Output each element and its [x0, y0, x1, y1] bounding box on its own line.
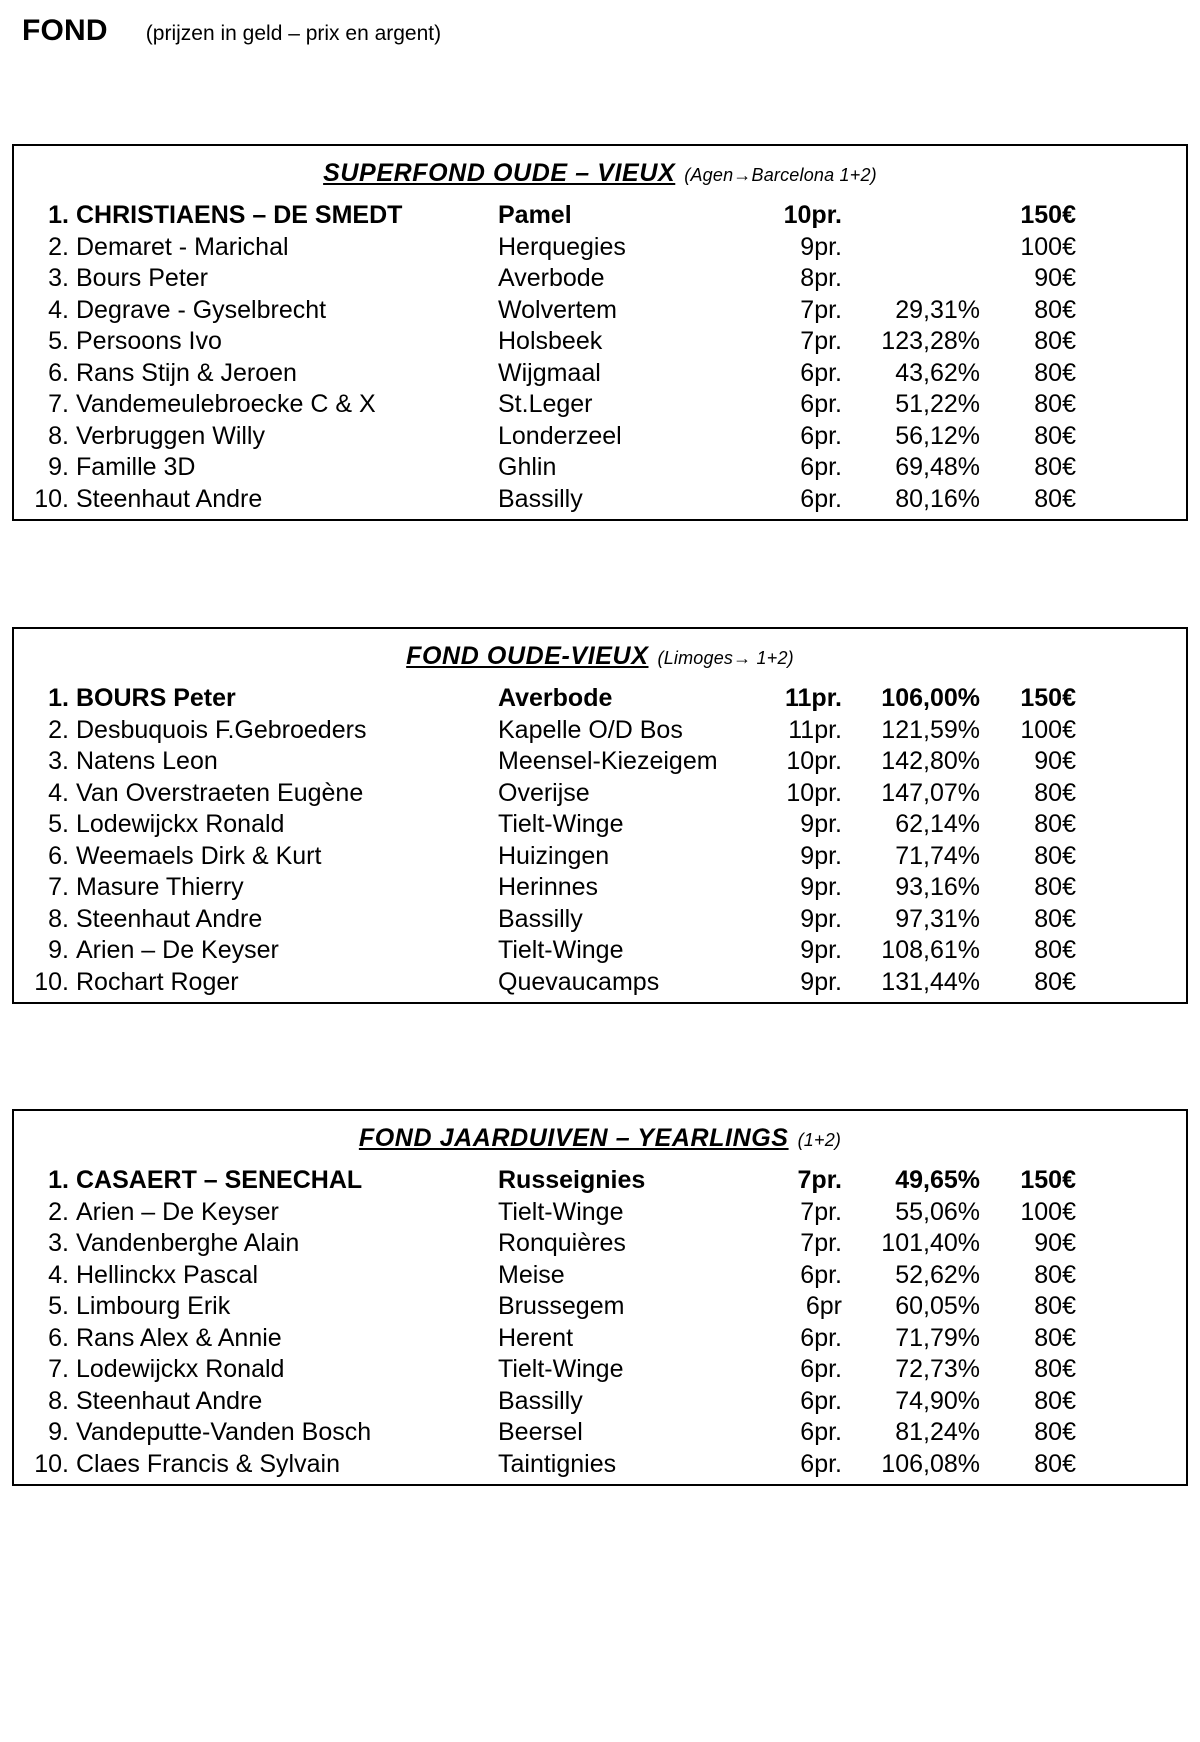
rank-cell: 5.	[48, 1292, 69, 1320]
club-cell: Bassilly	[498, 904, 583, 933]
rank-cell: 9.	[48, 1418, 69, 1446]
coefficient-cell: 108,61%	[881, 936, 980, 964]
prizes-cell: 6pr.	[800, 421, 842, 450]
ranking-list	[14, 683, 1186, 998]
prize-money-cell: 80€	[1034, 810, 1076, 838]
prizes-cell: 8pr.	[800, 264, 842, 292]
rank-cell: 8.	[48, 421, 69, 450]
section-header	[14, 152, 1186, 200]
fancier-name-cell: Masure Thierry	[76, 873, 244, 901]
table-row	[32, 1197, 1176, 1229]
prize-money-cell: 80€	[1034, 1386, 1076, 1415]
table-row	[32, 326, 1176, 358]
prize-money-cell: 80€	[1034, 295, 1076, 324]
prize-money-cell: 100€	[1020, 232, 1076, 261]
prize-money-cell: 80€	[1034, 327, 1076, 355]
prize-money-cell: 80€	[1034, 453, 1076, 481]
prizes-cell: 6pr.	[800, 1260, 842, 1289]
rank-cell: 10.	[34, 967, 69, 996]
club-cell: Quevaucamps	[498, 967, 660, 996]
prizes-cell: 9pr.	[800, 967, 842, 996]
rank-cell: 7.	[48, 873, 69, 901]
table-row	[32, 421, 1176, 453]
club-cell: Huizingen	[498, 841, 610, 870]
table-row	[32, 1449, 1176, 1481]
fancier-name-cell: BOURS Peter	[76, 684, 236, 712]
prizes-cell: 11pr.	[785, 684, 842, 712]
club-cell: Kapelle O/D Bos	[498, 715, 683, 744]
section-race-note: (Agen→Barcelona 1+2)	[684, 165, 877, 185]
table-row	[32, 452, 1176, 484]
coefficient-cell: 72,73%	[895, 1355, 980, 1383]
rank-cell: 4.	[48, 778, 69, 807]
table-row	[32, 484, 1176, 516]
fancier-name-cell: Natens Leon	[76, 747, 218, 775]
fancier-name-cell: Vandemeulebroecke C & X	[76, 390, 376, 418]
rank-cell: 1.	[48, 684, 69, 712]
club-cell: Herquegies	[498, 232, 626, 261]
prize-money-cell: 80€	[1034, 967, 1076, 996]
table-row	[32, 1260, 1176, 1292]
club-cell: Ronquières	[498, 1229, 626, 1257]
fancier-name-cell: Vandenberghe Alain	[76, 1229, 300, 1257]
prize-money-cell: 150€	[1020, 1166, 1076, 1194]
table-row	[32, 295, 1176, 327]
section-title: FOND OUDE-VIEUX	[406, 642, 649, 670]
prize-money-cell: 80€	[1034, 841, 1076, 870]
club-cell: Londerzeel	[498, 421, 622, 450]
coefficient-cell: 71,79%	[895, 1323, 980, 1352]
rank-cell: 3.	[48, 747, 69, 775]
rank-cell: 8.	[48, 1386, 69, 1415]
prizes-cell: 9pr.	[800, 904, 842, 933]
rank-cell: 2.	[48, 715, 69, 744]
rank-cell: 10.	[34, 484, 69, 513]
coefficient-cell: 123,28%	[881, 327, 980, 355]
prize-money-cell: 90€	[1034, 747, 1076, 775]
prizes-cell: 11pr.	[788, 715, 842, 744]
prize-money-cell: 80€	[1034, 1418, 1076, 1446]
rank-cell: 4.	[48, 295, 69, 324]
prizes-cell: 9pr.	[800, 810, 842, 838]
prizes-cell: 6pr.	[800, 1323, 842, 1352]
club-cell: Brussegem	[498, 1292, 625, 1320]
prize-money-cell: 100€	[1020, 1197, 1076, 1226]
coefficient-cell: 101,40%	[881, 1229, 980, 1257]
coefficient-cell: 71,74%	[895, 841, 980, 870]
fancier-name-cell: Demaret - Marichal	[76, 232, 289, 261]
club-cell: Herinnes	[498, 873, 599, 901]
fancier-name-cell: Vandeputte-Vanden Bosch	[76, 1418, 372, 1446]
table-row	[32, 263, 1176, 295]
coefficient-cell: 29,31%	[895, 295, 980, 324]
coefficient-cell: 69,48%	[895, 453, 980, 481]
section-header	[14, 635, 1186, 683]
rank-cell: 4.	[48, 1260, 69, 1289]
section-race-note: (Limoges→ 1+2)	[657, 648, 794, 668]
coefficient-cell: 51,22%	[895, 390, 980, 418]
club-cell: Meise	[498, 1260, 565, 1289]
coefficient-cell: 93,16%	[895, 873, 980, 901]
club-cell: Tielt-Winge	[498, 810, 624, 838]
coefficient-cell: 81,24%	[895, 1418, 980, 1446]
table-row	[32, 1165, 1176, 1197]
fancier-name-cell: Rans Alex & Annie	[76, 1323, 282, 1352]
section-title: FOND JAARDUIVEN – YEARLINGS	[358, 1124, 789, 1152]
coefficient-cell: 121,59%	[881, 715, 980, 744]
fancier-name-cell: Steenhaut Andre	[76, 904, 263, 933]
prize-money-cell: 80€	[1034, 1260, 1076, 1289]
coefficient-cell: 131,44%	[881, 967, 980, 996]
rank-cell: 9.	[48, 936, 69, 964]
club-cell: Holsbeek	[498, 327, 603, 355]
fancier-name-cell: Steenhaut Andre	[76, 1386, 263, 1415]
club-cell: Meensel-Kiezeigem	[498, 747, 718, 775]
rank-cell: 2.	[48, 232, 69, 261]
club-cell: Bassilly	[498, 1386, 583, 1415]
fancier-name-cell: Arien – De Keyser	[76, 1197, 279, 1226]
fancier-name-cell: Weemaels Dirk & Kurt	[76, 841, 322, 870]
prizes-cell: 10pr.	[786, 747, 842, 775]
coefficient-cell: 62,14%	[895, 810, 980, 838]
club-cell: Wijgmaal	[498, 358, 601, 387]
coefficient-cell: 142,80%	[881, 747, 980, 775]
rank-cell: 7.	[48, 1355, 69, 1383]
prizes-cell: 6pr.	[800, 390, 842, 418]
rank-cell: 8.	[48, 904, 69, 933]
rank-cell: 5.	[48, 810, 69, 838]
results-section-fond-jaarduiven-yearlings	[12, 1109, 1188, 1486]
rank-cell: 2.	[48, 1197, 69, 1226]
prize-money-cell: 80€	[1034, 936, 1076, 964]
prizes-cell: 9pr.	[800, 873, 842, 901]
prizes-cell: 6pr.	[800, 453, 842, 481]
table-row	[32, 358, 1176, 390]
table-row	[32, 389, 1176, 421]
table-row	[32, 1228, 1176, 1260]
fancier-name-cell: Hellinckx Pascal	[76, 1260, 259, 1289]
fancier-name-cell: Lodewijckx Ronald	[76, 1355, 285, 1383]
coefficient-cell: 56,12%	[895, 421, 980, 450]
prize-money-cell: 80€	[1034, 778, 1076, 807]
rank-cell: 1.	[48, 1166, 69, 1194]
fancier-name-cell: Rochart Roger	[76, 967, 239, 996]
coefficient-cell: 147,07%	[881, 778, 980, 807]
page-header	[0, 0, 1200, 48]
prizes-cell: 6pr.	[800, 1449, 842, 1478]
fancier-name-cell: Van Overstraeten Eugène	[76, 778, 364, 807]
fancier-name-cell: Persoons Ivo	[76, 327, 222, 355]
prizes-cell: 6pr.	[800, 484, 842, 513]
prize-money-cell: 80€	[1034, 1323, 1076, 1352]
prize-money-cell: 80€	[1034, 390, 1076, 418]
table-row	[32, 904, 1176, 936]
rank-cell: 6.	[48, 841, 69, 870]
club-cell: Taintignies	[498, 1449, 617, 1478]
rank-cell: 9.	[48, 453, 69, 481]
prize-money-cell: 80€	[1034, 1449, 1076, 1478]
club-cell: Ghlin	[498, 453, 557, 481]
prize-money-cell: 150€	[1020, 684, 1076, 712]
table-row	[32, 872, 1176, 904]
prize-money-cell: 80€	[1034, 421, 1076, 450]
section-header	[14, 1117, 1186, 1165]
club-cell: Herent	[498, 1323, 574, 1352]
prize-money-cell: 100€	[1020, 715, 1076, 744]
table-row	[32, 778, 1176, 810]
table-row	[32, 1323, 1176, 1355]
coefficient-cell: 106,08%	[881, 1449, 980, 1478]
prizes-cell: 7pr.	[800, 295, 842, 324]
results-section-superfond-oude-vieux	[12, 144, 1188, 521]
table-row	[32, 1354, 1176, 1386]
prizes-cell: 9pr.	[800, 841, 842, 870]
fancier-name-cell: Verbruggen Willy	[76, 421, 265, 450]
club-cell: Russeignies	[498, 1166, 646, 1194]
fancier-name-cell: Limbourg Erik	[76, 1292, 231, 1320]
prize-money-cell: 150€	[1020, 201, 1076, 229]
prizes-cell: 7pr.	[800, 327, 842, 355]
prizes-cell: 6pr.	[800, 1355, 842, 1383]
table-row	[32, 232, 1176, 264]
fancier-name-cell: Steenhaut Andre	[76, 484, 263, 513]
prizes-cell: 6pr.	[800, 1386, 842, 1415]
coefficient-cell: 55,06%	[895, 1197, 980, 1226]
table-row	[32, 1291, 1176, 1323]
prizes-cell: 9pr.	[800, 232, 842, 261]
results-container	[0, 144, 1200, 1486]
coefficient-cell: 74,90%	[895, 1386, 980, 1415]
prize-money-cell: 80€	[1034, 484, 1076, 513]
ranking-list	[14, 200, 1186, 515]
prizes-cell: 7pr.	[797, 1166, 842, 1194]
coefficient-cell: 106,00%	[881, 684, 980, 712]
table-row	[32, 683, 1176, 715]
club-cell: Bassilly	[498, 484, 583, 513]
page-title: FOND	[22, 14, 108, 47]
fancier-name-cell: Claes Francis & Sylvain	[76, 1449, 340, 1478]
ranking-list	[14, 1165, 1186, 1480]
table-row	[32, 841, 1176, 873]
table-row	[32, 809, 1176, 841]
fancier-name-cell: Desbuquois F.Gebroeders	[76, 715, 367, 744]
club-cell: Wolvertem	[498, 295, 618, 324]
coefficient-cell: 97,31%	[895, 904, 980, 933]
prizes-cell: 6pr.	[800, 1418, 842, 1446]
fancier-name-cell: CHRISTIAENS – DE SMEDT	[76, 201, 403, 229]
prize-money-cell: 90€	[1034, 1229, 1076, 1257]
prizes-cell: 10pr.	[783, 201, 842, 229]
rank-cell: 6.	[48, 358, 69, 387]
club-cell: Overijse	[498, 778, 590, 807]
prizes-cell: 9pr.	[800, 936, 842, 964]
club-cell: Averbode	[498, 264, 605, 292]
coefficient-cell: 60,05%	[895, 1292, 980, 1320]
fancier-name-cell: Arien – De Keyser	[76, 936, 279, 964]
fancier-name-cell: Rans Stijn & Jeroen	[76, 358, 297, 387]
prizes-cell: 7pr.	[800, 1229, 842, 1257]
rank-cell: 6.	[48, 1323, 69, 1352]
prize-money-cell: 80€	[1034, 873, 1076, 901]
coefficient-cell: 43,62%	[895, 358, 980, 387]
prize-money-cell: 80€	[1034, 358, 1076, 387]
club-cell: Averbode	[498, 684, 613, 712]
table-row	[32, 1386, 1176, 1418]
fancier-name-cell: Famille 3D	[76, 453, 196, 481]
results-section-fond-oude-vieux	[12, 627, 1188, 1004]
club-cell: St.Leger	[498, 390, 593, 418]
prize-money-cell: 90€	[1034, 264, 1076, 292]
club-cell: Tielt-Winge	[498, 936, 624, 964]
prizes-cell: 6pr.	[800, 358, 842, 387]
rank-cell: 3.	[48, 1229, 69, 1257]
club-cell: Pamel	[498, 201, 572, 229]
rank-cell: 5.	[48, 327, 69, 355]
prize-money-cell: 80€	[1034, 1292, 1076, 1320]
rank-cell: 1.	[48, 201, 69, 229]
club-cell: Tielt-Winge	[498, 1355, 624, 1383]
table-row	[32, 200, 1176, 232]
prize-money-cell: 80€	[1034, 904, 1076, 933]
table-row	[32, 935, 1176, 967]
club-cell: Beersel	[498, 1418, 583, 1446]
table-row	[32, 1417, 1176, 1449]
prizes-cell: 6pr	[805, 1292, 842, 1320]
section-race-note: (1+2)	[797, 1130, 842, 1150]
section-title: SUPERFOND OUDE – VIEUX	[323, 159, 676, 187]
fancier-name-cell: Lodewijckx Ronald	[76, 810, 285, 838]
fancier-name-cell: Degrave - Gyselbrecht	[76, 295, 327, 324]
coefficient-cell: 80,16%	[895, 484, 980, 513]
coefficient-cell: 49,65%	[895, 1166, 980, 1194]
table-row	[32, 746, 1176, 778]
rank-cell: 3.	[48, 264, 69, 292]
coefficient-cell: 52,62%	[895, 1260, 980, 1289]
prizes-cell: 10pr.	[786, 778, 842, 807]
club-cell: Tielt-Winge	[498, 1197, 624, 1226]
rank-cell: 10.	[34, 1449, 69, 1478]
prize-money-cell: 80€	[1034, 1355, 1076, 1383]
prizes-cell: 7pr.	[800, 1197, 842, 1226]
table-row	[32, 715, 1176, 747]
fancier-name-cell: Bours Peter	[76, 264, 209, 292]
rank-cell: 7.	[48, 390, 69, 418]
fancier-name-cell: CASAERT – SENECHAL	[76, 1166, 363, 1194]
page-subtitle: (prijzen in geld – prix en argent)	[145, 22, 442, 45]
table-row	[32, 967, 1176, 999]
